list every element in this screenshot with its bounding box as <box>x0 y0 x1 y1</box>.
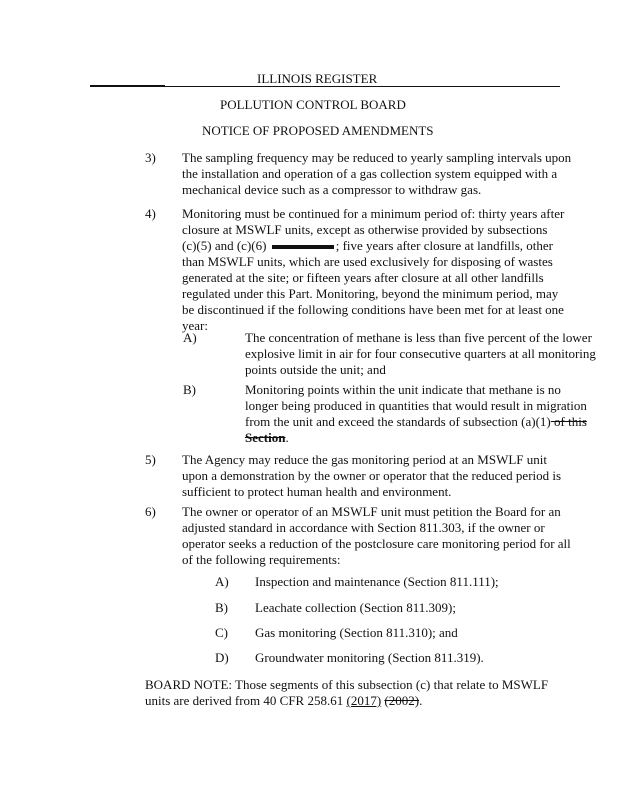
text-line: regulated under this Part. Monitoring, beyond the minimum period, may <box>182 286 559 301</box>
board-note <box>145 677 548 709</box>
text-line: Monitoring must be continued for a minimum period of: thirty years after <box>182 206 565 221</box>
item-6b-text: Leachate collection (Section 811.309); <box>255 600 456 615</box>
deleted-text: Section <box>245 430 286 445</box>
register-title: ILLINOIS REGISTER <box>257 71 378 86</box>
text-segment: . <box>419 693 423 708</box>
text-line: explosive limit in air for four consecutive quarters at all monitoring <box>245 346 596 361</box>
item-6c-label: C) <box>215 625 228 640</box>
text-line: of the following requirements: <box>182 552 341 567</box>
text-line: mechanical device such as a compressor to withdraw gas. <box>182 182 482 197</box>
text-line: be discontinued if the following conditions have been met for at least one <box>182 302 564 317</box>
text-line: closure at MSWLF units, except as otherwise provided by subsections <box>182 222 548 237</box>
text-line: generated at the site; or fifteen years after closure at all other landfills <box>182 270 544 285</box>
text-line: than MSWLF units, which are used exclusively for disposing of wastes <box>182 254 553 269</box>
text-line: the installation and operation of a gas collection system equipped with a <box>182 166 558 181</box>
text-line: sufficient to protect human health and environment. <box>182 484 452 499</box>
text-segment: . <box>285 430 289 445</box>
item-4b-label: B) <box>183 382 196 397</box>
text-line: The owner or operator of an MSWLF unit must petition the Board for an <box>182 504 561 519</box>
text-line: upon a demonstration by the owner or operator that the reduced period is <box>182 468 562 483</box>
agency-title: POLLUTION CONTROL BOARD <box>220 97 406 112</box>
item-6d-label: D) <box>215 650 229 665</box>
item-6a-label: A) <box>215 574 229 589</box>
item-6-number: 6) <box>145 504 156 519</box>
text-segment: units are derived from 40 CFR 258.61 <box>145 693 347 708</box>
item-6d-text: Groundwater monitoring (Section 811.319). <box>255 650 484 665</box>
deleted-text: of this <box>550 414 587 429</box>
text-line: BOARD NOTE: Those segments of this subsection (c) that relate to MSWLF <box>145 677 549 692</box>
item-5-number: 5) <box>145 452 156 467</box>
text-line: points outside the unit; and <box>245 362 386 377</box>
inserted-text: (2017) <box>346 693 382 708</box>
text-segment: ; five years after closure at landfills, other <box>335 238 554 253</box>
text-line: operator seeks a reduction of the postclosure care monitoring period for all <box>182 536 571 551</box>
text-line: Monitoring points within the unit indicate that methane is no <box>245 382 561 397</box>
item-6b-label: B) <box>215 600 228 615</box>
text-segment: from the unit and exceed the standards of subsection (a)(1) <box>245 414 551 429</box>
text-line: adjusted standard in accordance with Section 811.303, if the owner or <box>182 520 545 535</box>
text-line: The sampling frequency may be reduced to yearly sampling intervals upon <box>182 150 572 165</box>
text-line: The concentration of methane is less than five percent of the lower <box>245 330 592 345</box>
item-3-text <box>182 150 571 198</box>
item-6a-text: Inspection and maintenance (Section 811.111); <box>255 574 499 589</box>
text-line <box>245 430 587 446</box>
redaction-mark <box>272 245 334 249</box>
item-4-number: 4) <box>145 206 156 221</box>
text-segment: (c)(5) and (c)(6) <box>182 238 267 253</box>
text-line: longer being produced in quantities that would result in migration <box>245 398 587 413</box>
item-4-text <box>182 206 564 334</box>
text-line: year: <box>182 318 208 333</box>
item-4b-text <box>245 382 587 446</box>
item-5-text <box>182 452 561 500</box>
item-6c-text: Gas monitoring (Section 811.310); and <box>255 625 458 640</box>
text-line <box>245 414 587 430</box>
text-line <box>145 693 548 709</box>
item-4a-label: A) <box>183 330 197 345</box>
item-3-number: 3) <box>145 150 156 165</box>
deleted-text: (2002) <box>384 693 420 708</box>
text-line: The Agency may reduce the gas monitoring period at an MSWLF unit <box>182 452 547 467</box>
item-6-text <box>182 504 571 568</box>
text-line <box>182 238 564 254</box>
item-4a-text <box>245 330 596 378</box>
notice-title: NOTICE OF PROPOSED AMENDMENTS <box>202 123 434 138</box>
